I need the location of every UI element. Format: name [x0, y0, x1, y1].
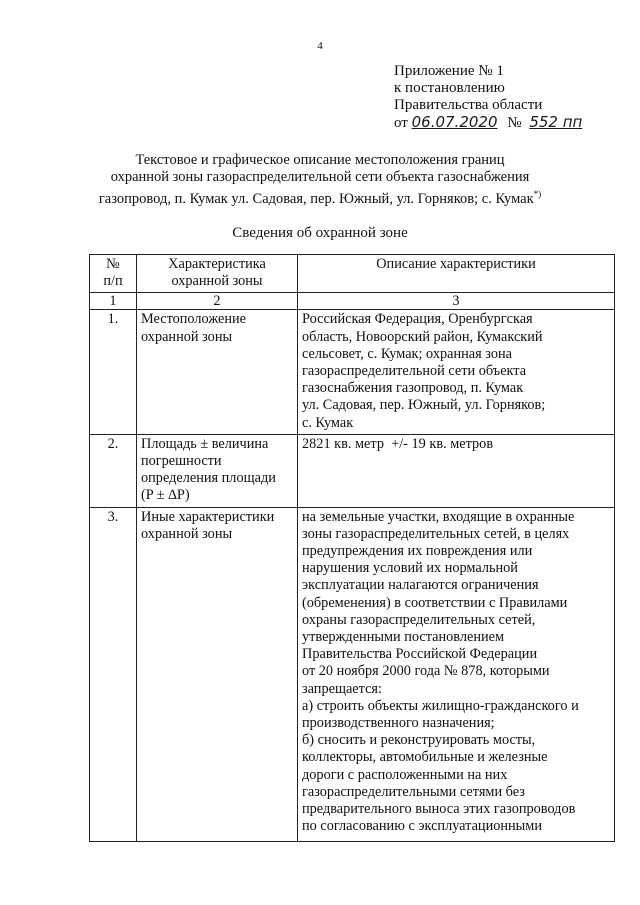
- protection-zone-table: [89, 254, 615, 842]
- cell-line: определения площади: [141, 470, 276, 487]
- cell-line: Иные характеристики: [141, 508, 275, 525]
- cell-line: газоснабжения газопровод, п. Кумак: [302, 380, 524, 397]
- cell-line: от 20 ноября 2000 года № 878, которыми: [302, 663, 550, 680]
- section-subtitle: Сведения об охранной зоне: [232, 225, 408, 241]
- cell-line: газораспределительными сетями без: [302, 783, 525, 800]
- header-cell-number: [90, 255, 137, 293]
- cell-line: охранной зоны: [141, 328, 233, 345]
- cell-line: дороги с расположенными на них: [302, 766, 508, 783]
- table-row: [90, 434, 615, 507]
- row-description: [298, 434, 615, 507]
- header-text: охранной зоны: [171, 273, 263, 290]
- header-text: №: [106, 256, 120, 272]
- cell-line: по согласованию с эксплуатационными: [302, 818, 542, 835]
- cell-line: запрещается:: [302, 680, 382, 697]
- cell-line: Правительства Российской Федерации: [302, 646, 538, 663]
- column-number: 2: [137, 293, 298, 310]
- header-text: п/п: [103, 273, 123, 290]
- cell-line: утвержденными постановлением: [302, 629, 505, 646]
- header-text: Описание характеристики: [376, 256, 536, 272]
- row-number: 3.: [90, 507, 137, 841]
- table-row: [90, 507, 615, 841]
- cell-line: зоны газораспределительных сетей, в целях: [302, 525, 570, 542]
- appendix-from-label: от: [394, 115, 408, 131]
- cell-line: предварительного выноса этих газопроводов: [302, 801, 576, 818]
- row-description: [298, 310, 615, 434]
- title-line: охранной зоны газораспределительной сети объекта газоснабжения: [110, 169, 530, 185]
- cell-line: коллекторы, автомобильные и железные: [302, 749, 548, 766]
- title-line-text: газопровод, п. Кумак ул. Садовая, пер. Южный, ул. Горняков; с. Кумак: [98, 190, 534, 207]
- handwritten-date: 06.07.2020: [411, 113, 498, 131]
- cell-line: область, Новоорский район, Кумакский: [302, 328, 543, 345]
- cell-line: эксплуатации налагаются ограничения: [302, 577, 539, 594]
- cell-line: на земельные участки, входящие в охранные: [302, 508, 575, 525]
- cell-line: охраны газораспределительных сетей,: [302, 611, 536, 628]
- column-number: 1: [90, 293, 137, 310]
- cell-line: а) строить объекты жилищно-гражданского и: [302, 697, 579, 714]
- cell-line: с. Кумак: [302, 414, 354, 431]
- column-number-row: [90, 293, 615, 310]
- handwritten-number: 552 пп: [529, 113, 583, 131]
- cell-line: охранной зоны: [141, 525, 233, 542]
- document-title: [40, 152, 600, 208]
- appendix-line: к постановлению: [394, 80, 505, 96]
- table-header-row: [90, 255, 615, 293]
- cell-line: нарушения условий их нормальной: [302, 560, 518, 577]
- cell-line: газораспределительной сети объекта: [302, 363, 527, 380]
- cell-line: (P ± ∆P): [141, 487, 190, 504]
- appendix-block: [394, 63, 624, 132]
- row-number: 2.: [90, 434, 137, 507]
- appendix-date-line: [394, 114, 624, 132]
- row-number: 1.: [90, 310, 137, 434]
- row-description: [298, 507, 615, 841]
- appendix-line: Правительства области: [394, 97, 543, 113]
- footnote-mark: *): [533, 189, 542, 199]
- title-line: [40, 186, 600, 208]
- cell-line: погрешности: [141, 453, 222, 470]
- cell-line: Площадь ± величина: [141, 435, 269, 452]
- appendix-line: Приложение № 1: [394, 63, 504, 79]
- cell-line: Российская Федерация, Оренбургская: [302, 311, 533, 328]
- page-number: 4: [317, 40, 323, 52]
- header-text: Характеристика: [168, 256, 266, 272]
- cell-line: предупреждения их повреждения или: [302, 543, 533, 560]
- cell-line: б) сносить и реконструировать мосты,: [302, 732, 536, 749]
- cell-line: (обременения) в соответствии с Правилами: [302, 594, 568, 611]
- header-cell-description: [298, 255, 615, 293]
- row-characteristic: [137, 310, 298, 434]
- title-line: Текстовое и графическое описание местоположения границ: [135, 152, 505, 168]
- row-characteristic: [137, 507, 298, 841]
- number-sign: №: [507, 115, 522, 131]
- header-cell-characteristic: [137, 255, 298, 293]
- column-number: 3: [298, 293, 615, 310]
- row-characteristic: [137, 434, 298, 507]
- cell-line: 2821 кв. метр +/- 19 кв. метров: [302, 435, 494, 452]
- cell-line: производственного назначения;: [302, 715, 495, 732]
- table-row: [90, 310, 615, 434]
- cell-line: сельсовет, с. Кумак; охранная зона: [302, 345, 512, 362]
- cell-line: ул. Садовая, пер. Южный, ул. Горняков;: [302, 397, 546, 414]
- cell-line: Местоположение: [141, 311, 246, 328]
